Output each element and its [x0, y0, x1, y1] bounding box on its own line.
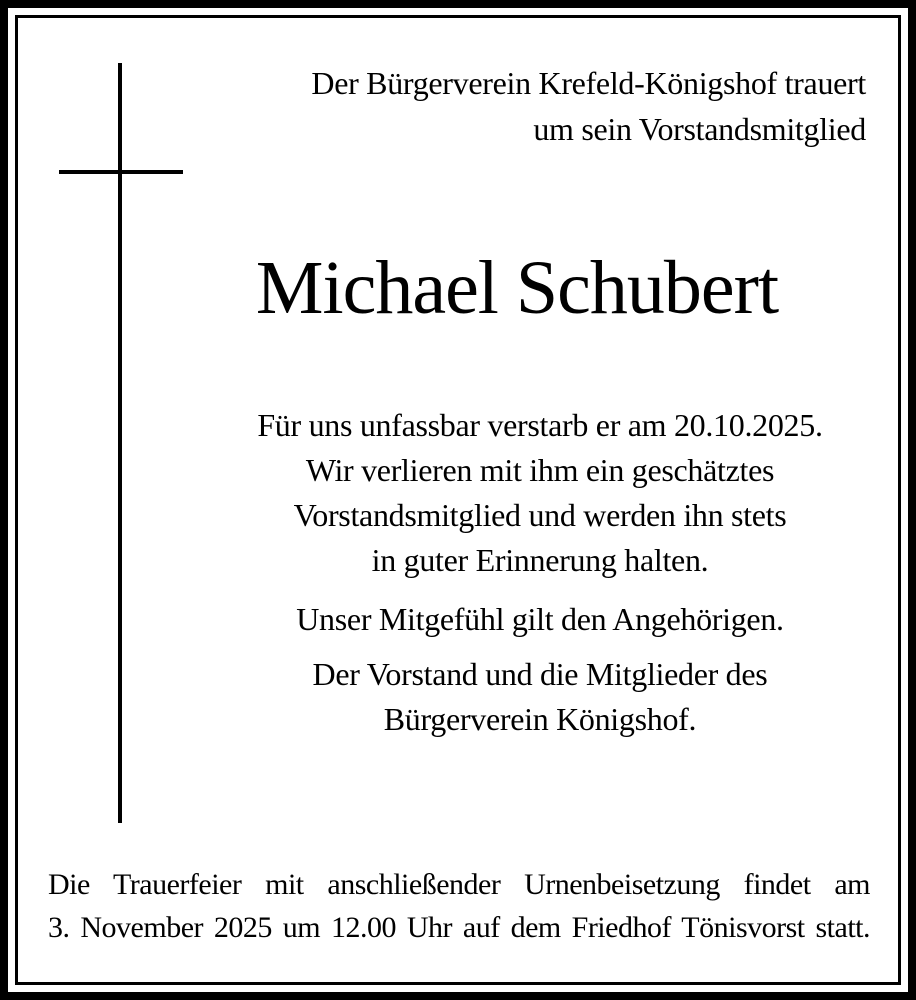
cross-horizontal-bar [59, 170, 183, 174]
funeral-line-1: Die Trauerfeier mit anschließender Urnenbeisetzung findet am [48, 868, 870, 901]
tribute-line-3: Vorstandsmitglied und werden ihn stets [293, 497, 787, 533]
signature-line-1: Der Vorstand und die Mitglieder des [312, 656, 768, 692]
tribute-paragraph [214, 403, 866, 583]
intro-line-2: um sein Vorstandsmitglied [533, 111, 866, 147]
funeral-details [48, 863, 870, 949]
tribute-line-1: Für uns unfassbar verstarb er am 20.10.2025. [257, 407, 823, 443]
signature-paragraph [214, 652, 866, 742]
mourning-intro [214, 60, 866, 152]
tribute-line-4: in guter Erinnerung halten. [371, 542, 709, 578]
tribute-line-2: Wir verlieren mit ihm ein geschätztes [305, 452, 775, 488]
condolence-body [214, 403, 866, 742]
deceased-name: Michael Schubert [255, 246, 779, 330]
latin-cross-icon [18, 18, 238, 848]
condolence-line: Unser Mitgefühl gilt den Angehörigen. [296, 601, 784, 637]
signature-line-2: Bürgerverein Königshof. [383, 701, 697, 737]
inner-frame [15, 15, 901, 985]
cross-vertical-bar [118, 63, 122, 823]
condolence-paragraph [214, 597, 866, 642]
intro-line-1: Der Bürgerverein Krefeld-Königshof trauert [311, 65, 866, 101]
funeral-line-2: 3. November 2025 um 12.00 Uhr auf dem Friedhof Tönisvorst statt. [48, 911, 870, 944]
